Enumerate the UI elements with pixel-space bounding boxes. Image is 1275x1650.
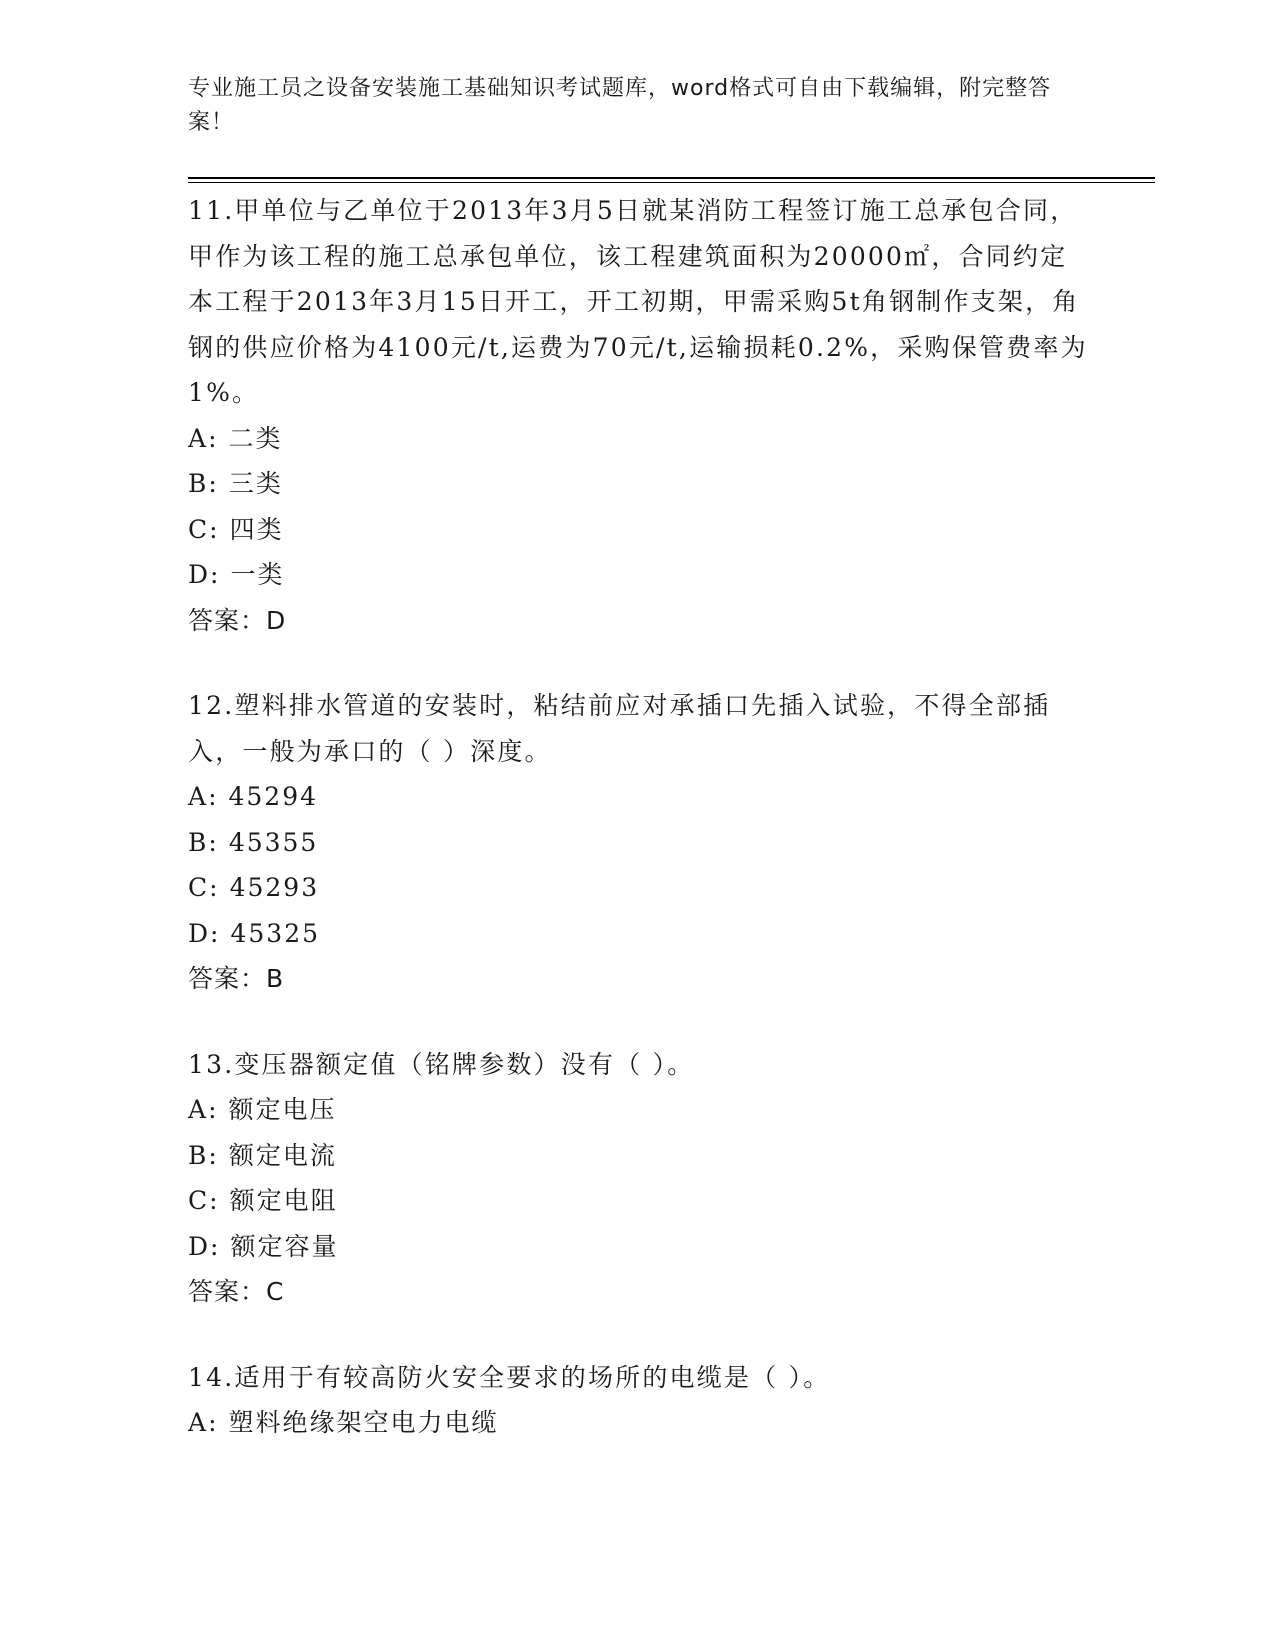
option-a	[188, 1087, 1088, 1133]
option-text: 四类	[229, 514, 284, 544]
question-stem: 14.适用于有较高防火安全要求的场所的电缆是（ ）。	[188, 1362, 831, 1392]
question-list	[188, 188, 1088, 1486]
option-b	[188, 820, 1088, 866]
option-c	[188, 1178, 1088, 1224]
question-13	[188, 1042, 1088, 1315]
option-text: 额定电阻	[229, 1186, 338, 1215]
header-rule-thin	[188, 182, 1155, 183]
answer-line: 答案：D	[188, 605, 287, 635]
option-a	[188, 774, 1088, 820]
option-text: 45325	[230, 918, 321, 948]
option-c	[188, 865, 1088, 911]
option-text: 一类	[230, 560, 285, 589]
option-letter: B	[188, 1140, 209, 1170]
option-separator: :	[208, 423, 219, 453]
option-text: 三类	[228, 469, 283, 498]
option-text: 45355	[228, 827, 319, 857]
option-separator: :	[209, 873, 220, 902]
option-text: 45294	[228, 782, 319, 811]
option-text: 二类	[228, 423, 283, 453]
option-separator: :	[208, 1140, 219, 1170]
option-b	[188, 461, 1088, 507]
option-separator: :	[210, 918, 221, 948]
question-stem: 12.塑料排水管道的安装时，粘结前应对承插口先插入试验，不得全部插入，一般为承口的（ ）深度。	[188, 691, 1051, 766]
question-stem: 13.变压器额定值（铭牌参数）没有（ ）。	[188, 1049, 695, 1079]
option-a	[188, 1400, 1088, 1446]
option-text: 额定电流	[228, 1140, 337, 1170]
option-letter: D	[188, 1231, 211, 1261]
question-11	[188, 188, 1088, 643]
answer-line: 答案：C	[188, 1277, 285, 1306]
option-separator: :	[209, 514, 220, 544]
option-separator: :	[210, 560, 221, 589]
option-letter: A	[188, 1408, 209, 1437]
option-letter: C	[188, 1186, 210, 1215]
option-separator: :	[208, 469, 219, 498]
answer-line: 答案：B	[188, 964, 285, 993]
option-letter: A	[188, 1095, 209, 1124]
option-letter: A	[188, 423, 209, 453]
option-separator: :	[209, 1186, 220, 1215]
option-letter: C	[188, 873, 210, 902]
option-letter: D	[188, 560, 211, 589]
header-rule-thick	[188, 177, 1155, 179]
option-letter: D	[188, 918, 211, 948]
option-letter: B	[188, 469, 209, 498]
option-b	[188, 1133, 1088, 1179]
option-d	[188, 911, 1088, 957]
option-text: 塑料绝缘架空电力电缆	[228, 1408, 499, 1437]
option-separator: :	[210, 1231, 221, 1261]
option-letter: B	[188, 827, 209, 857]
option-d	[188, 552, 1088, 598]
option-d	[188, 1224, 1088, 1270]
option-text: 45293	[229, 873, 320, 902]
option-separator: :	[208, 1095, 219, 1124]
option-separator: :	[208, 1408, 219, 1437]
option-separator: :	[208, 827, 219, 857]
question-stem: 11.甲单位与乙单位于2013年3月5日就某消防工程签订施工总承包合同，甲作为该工程的施工总承包单位，该工程建筑面积为20000㎡，合同约定本工程于2013年3月15日开工，开工初期，甲需采购5t角钢制作支架，角钢的供应价格为4100元/t,运费为70元/t,运输损耗0.2%，采购保管费率为1%。	[188, 196, 1088, 407]
question-14	[188, 1355, 1088, 1446]
header-title: 专业施工员之设备安装施工基础知识考试题库，word格式可自由下载编辑，附完整答案！	[188, 76, 1052, 135]
option-a	[188, 416, 1088, 462]
option-separator: :	[208, 782, 219, 811]
document-header	[188, 72, 1078, 140]
option-text: 额定容量	[230, 1231, 339, 1261]
question-12	[188, 683, 1088, 1002]
option-text: 额定电压	[228, 1095, 337, 1124]
option-c	[188, 507, 1088, 553]
option-letter: C	[188, 514, 210, 544]
option-letter: A	[188, 782, 209, 811]
